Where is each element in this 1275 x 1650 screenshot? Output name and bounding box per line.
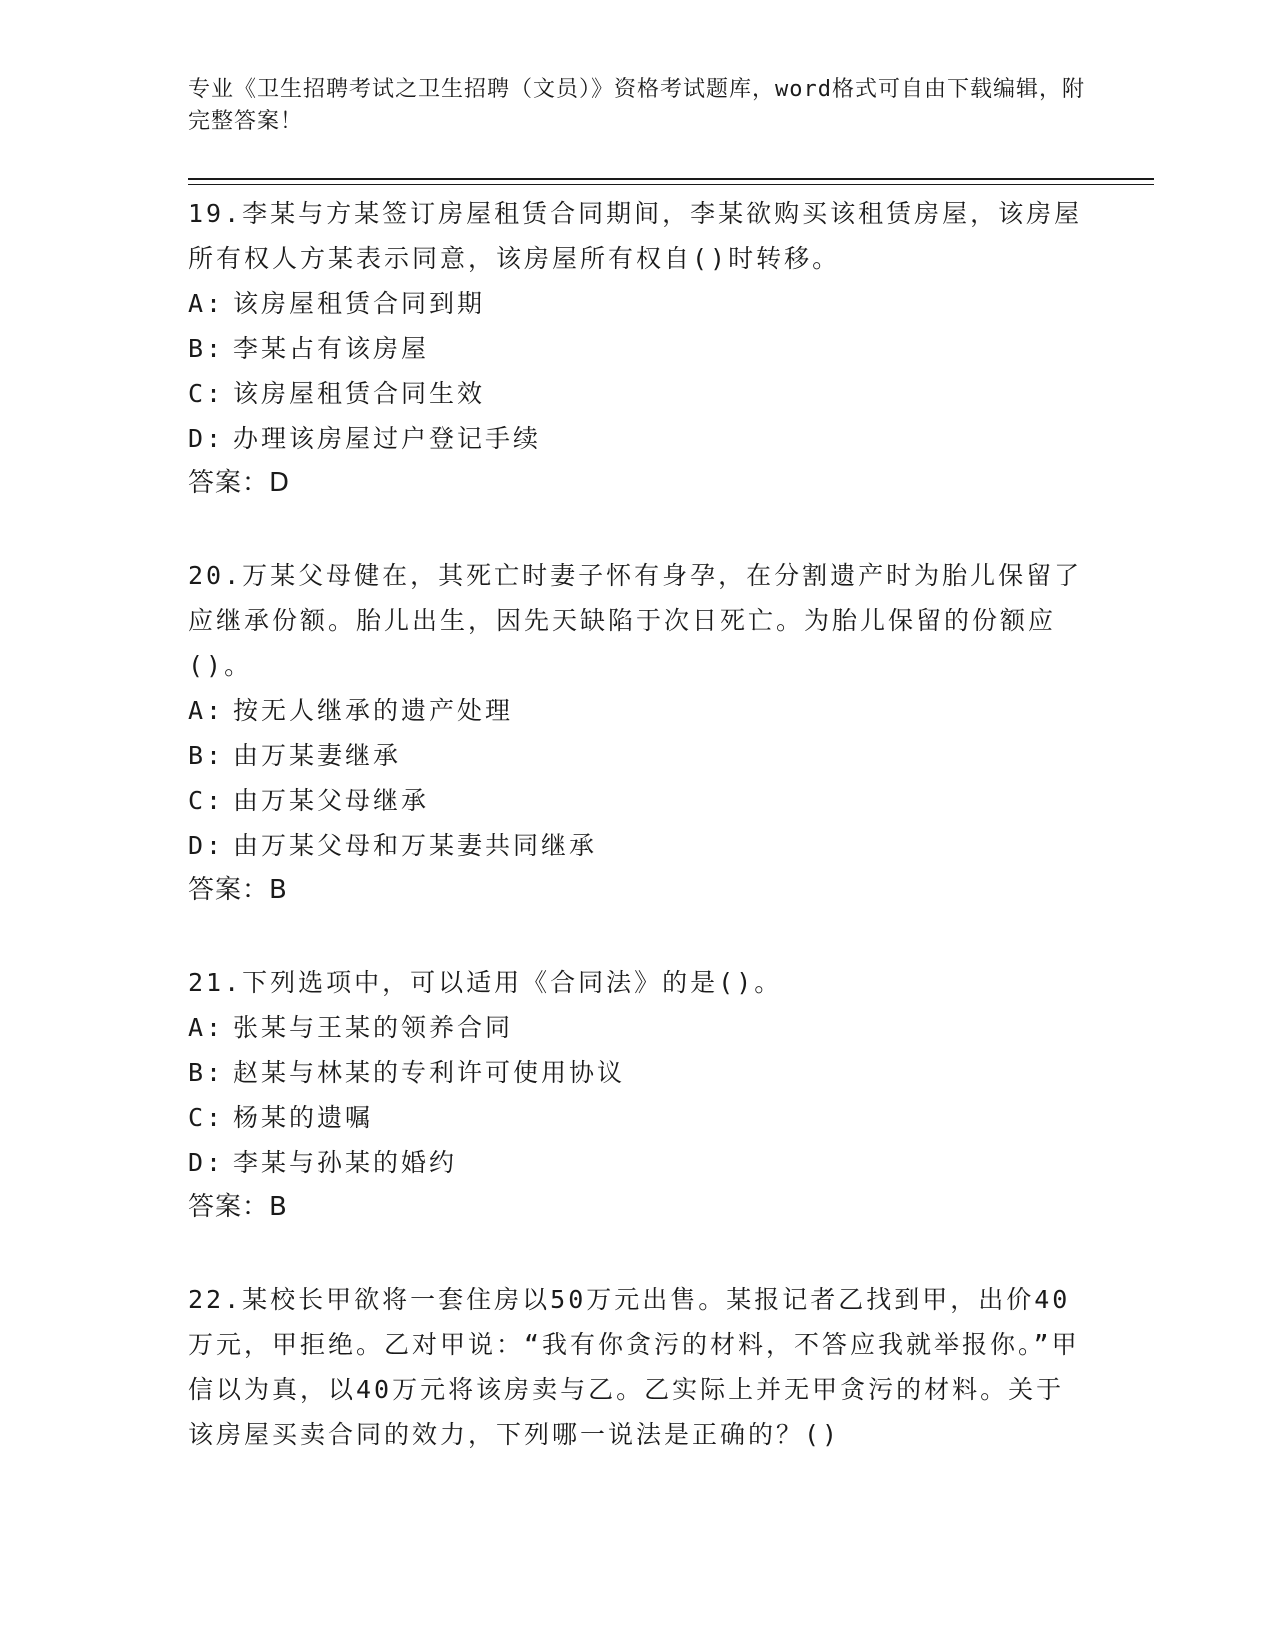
option-key: A: [188,1013,225,1042]
document-header: 专业《卫生招聘考试之卫生招聘（文员）》资格考试题库，word格式可自由下载编辑，附完整答案！ [188,77,1085,134]
question-stem: 19.李某与方某签订房屋租赁合同期间，李某欲购买该租赁房屋，该房屋所有权人方某表示同意，该房屋所有权自()时转移。 [188,199,1083,273]
option-a [188,281,1088,326]
option-text: 由万某父母继承 [233,786,430,815]
answer-line: 答案：B [188,1192,288,1222]
option-key: D: [188,1148,225,1177]
question-19 [188,191,1088,506]
question-21 [188,960,1088,1230]
option-text: 由万某妻继承 [233,741,402,770]
option-text: 该房屋租赁合同生效 [233,379,486,408]
option-text: 杨某的遗嘱 [233,1103,374,1132]
option-key: D: [188,831,225,860]
option-key: C: [188,1103,225,1132]
option-text: 办理该房屋过户登记手续 [233,424,542,453]
option-a [188,1005,1088,1050]
option-d [188,1140,1088,1185]
option-text: 李某占有该房屋 [233,334,430,363]
answer-line: 答案：B [188,875,288,905]
option-text: 张某与王某的领养合同 [233,1013,514,1042]
option-key: A: [188,289,225,318]
answer-line: 答案：D [188,468,291,498]
option-key: B: [188,741,225,770]
option-text: 该房屋租赁合同到期 [233,289,486,318]
header-rule-thick [188,178,1154,180]
option-b [188,326,1088,371]
option-b [188,733,1088,778]
option-d [188,823,1088,868]
option-c [188,371,1088,416]
option-key: B: [188,1058,225,1087]
question-list [188,187,1088,1504]
option-text: 按无人继承的遗产处理 [233,696,514,725]
option-key: B: [188,334,225,363]
option-a [188,688,1088,733]
header-rule-thin [188,184,1154,185]
option-text: 赵某与林某的专利许可使用协议 [233,1058,626,1087]
option-key: C: [188,379,225,408]
option-c [188,778,1088,823]
question-20 [188,553,1088,913]
option-key: A: [188,696,225,725]
question-stem: 22.某校长甲欲将一套住房以50万元出售。某报记者乙找到甲，出价40万元，甲拒绝。乙对甲说：“我有你贪污的材料，不答应我就举报你。”甲信以为真，以40万元将该房卖与乙。乙实际上并无甲贪污的材料。关于该房屋买卖合同的效力，下列哪一说法是正确的？() [188,1285,1080,1449]
question-stem: 20.万某父母健在，其死亡时妻子怀有身孕，在分割遗产时为胎儿保留了应继承份额。胎儿出生，因先天缺陷于次日死亡。为胎儿保留的份额应()。 [188,561,1083,680]
option-key: D: [188,424,225,453]
option-text: 由万某父母和万某妻共同继承 [233,831,598,860]
option-c [188,1095,1088,1140]
question-22 [188,1277,1088,1457]
question-stem: 21.下列选项中，可以适用《合同法》的是()。 [188,968,783,997]
option-text: 李某与孙某的婚约 [233,1148,458,1177]
option-key: C: [188,786,225,815]
option-b [188,1050,1088,1095]
option-d [188,416,1088,461]
